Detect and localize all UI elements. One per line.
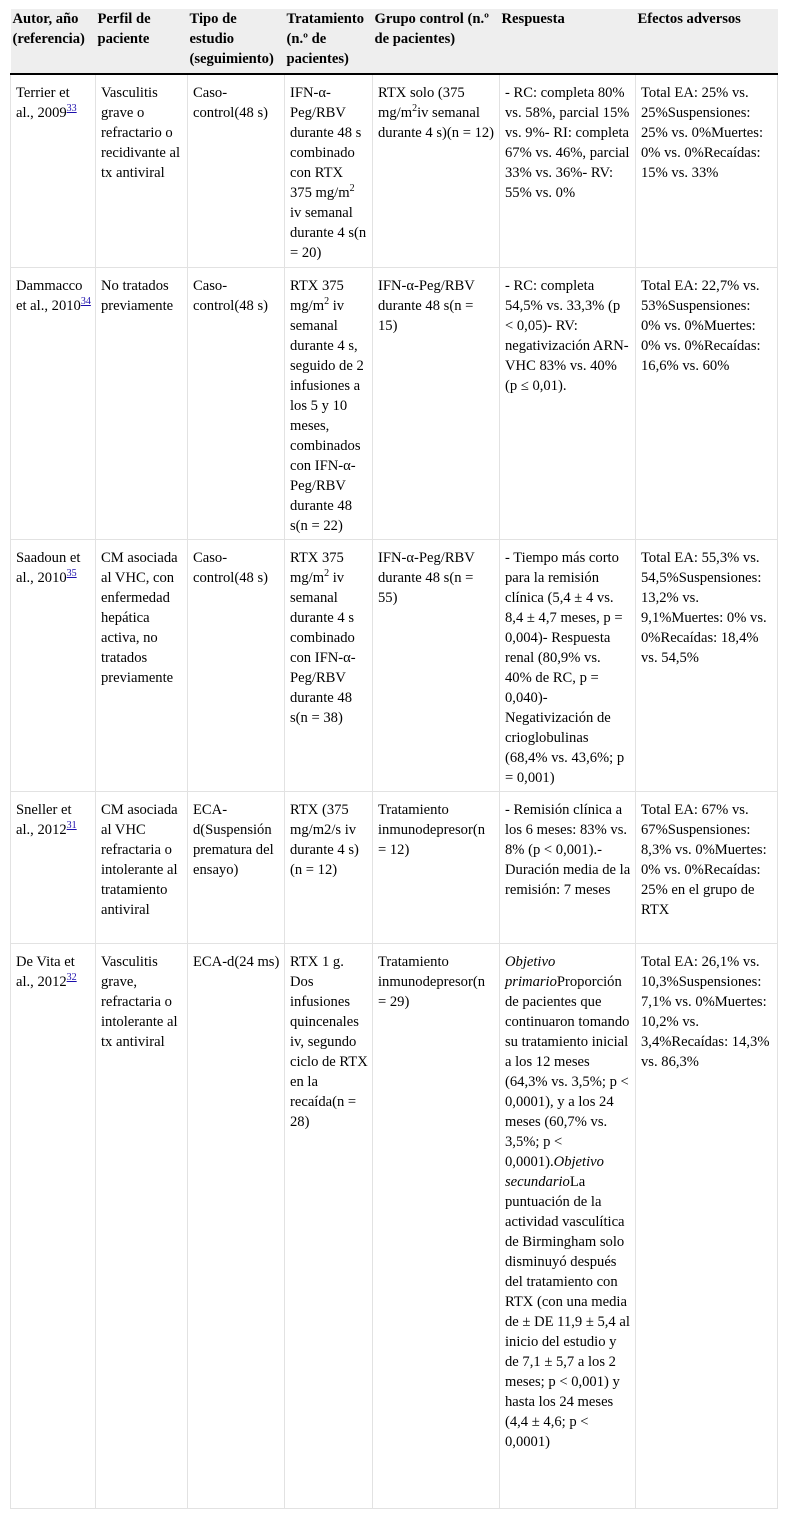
objective-secondary-label: Objetivo secundario xyxy=(505,1154,604,1190)
reference-link[interactable]: 33 xyxy=(66,103,77,115)
cell-author: Terrier et al., 2009$^{33}$ xyxy=(11,74,96,268)
cell-study-type: ECA-d(24 ms) xyxy=(188,944,285,1509)
cell-treatment: IFN-α-Peg/RBV durante 48 s combinado con RTX 375 $mg/m^2$ iv semanal durante 4 s(n = 20) xyxy=(285,74,373,268)
cell-study-type: Caso-control(48 s) xyxy=(188,268,285,540)
header-profile: Perfil de paciente xyxy=(96,9,188,74)
reference-link[interactable]: 31 xyxy=(66,820,77,832)
cell-study-type: Caso-control(48 s) xyxy=(188,540,285,792)
cell-author: Saadoun et al., 2010$^{35}$ xyxy=(11,540,96,792)
cell-adverse: Total EA: 22,7% vs. 53%Suspensiones: 0% vs. 0%Muertes: 0% vs. 0%Recaídas: 16,6% vs. 60% xyxy=(636,268,778,540)
cell-response: Objetivo primarioProporción de pacientes que continuaron tomando su tratamiento inicial a los 12 meses (64,3% vs. 3,5%; p < 0,0001), y a los 24 meses (60,7% vs. 3,5%; p < 0,0001).Objetivo secundarioLa puntuación de la actividad vasculítica de Birmingham solo disminuyó después del tratamiento con RTX (con una media de ± DE 11,9 ± 5,4 al inicio del estudio y de 7,1 ± 5,7 a los 2 meses; p < 0,001) y hasta los 24 meses (4,4 ± 4,6; p < 0,0001) xyxy=(500,944,636,1509)
cell-treatment: RTX 1 g. Dos infusiones quincenales iv, segundo ciclo de RTX en la recaída(n = 28) xyxy=(285,944,373,1509)
cell-adverse: Total EA: 26,1% vs. 10,3%Suspensiones: 7,1% vs. 0%Muertes: 10,2% vs. 3,4%Recaídas: 14,3% vs. 86,3% xyxy=(636,944,778,1509)
cell-author: Dammacco et al., 2010$^{34}$ xyxy=(11,268,96,540)
cell-profile: No tratados previamente xyxy=(96,268,188,540)
header-study-type: Tipo de estudio (seguimiento) xyxy=(188,9,285,74)
cell-response: - RC: completa 54,5% vs. 33,3% (p < 0,05)- RV: negativización ARN-VHC 83% vs. 40% (p ≤ 0,01). xyxy=(500,268,636,540)
header-control: Grupo control (n.º de pacientes) xyxy=(373,9,500,74)
objective-primary-label: Objetivo primario xyxy=(505,954,557,990)
cell-treatment: RTX 375 $mg/m^2$ iv semanal durante 4 s combinado con IFN-α-Peg/RBV durante 48 s(n = 38) xyxy=(285,540,373,792)
cell-control: Tratamiento inmunodepresor(n = 29) xyxy=(373,944,500,1509)
reference-link[interactable]: 34 xyxy=(80,296,91,308)
cell-control: IFN-α-Peg/RBV durante 48 s(n = 55) xyxy=(373,540,500,792)
table-row xyxy=(11,74,778,268)
cell-treatment: RTX 375 $mg/m^2$ iv semanal durante 4 s, seguido de 2 infusiones a los 5 y 10 meses, combinados con IFN-α-Peg/RBV durante 48 s(n = 22) xyxy=(285,268,373,540)
cell-control: IFN-α-Peg/RBV durante 48 s(n = 15) xyxy=(373,268,500,540)
table-row xyxy=(11,268,778,540)
cell-adverse: Total EA: 67% vs. 67%Suspensiones: 8,3% vs. 0%Muertes: 0% vs. 0%Recaídas: 25% en el grupo de RTX xyxy=(636,792,778,944)
cell-response: - Remisión clínica a los 6 meses: 83% vs. 8% (p < 0,001).- Duración media de la remisión: 7 meses xyxy=(500,792,636,944)
reference-link[interactable]: 35 xyxy=(66,568,77,580)
header-response: Respuesta xyxy=(500,9,636,74)
cell-author: De Vita et al., 2012$^{32}$ xyxy=(11,944,96,1509)
cell-profile: CM asociada al VHC, con enfermedad hepática activa, no tratados previamente xyxy=(96,540,188,792)
cell-control: RTX solo (375 $mg/m^2iv$ semanal durante 4 s)(n = 12) xyxy=(373,74,500,268)
cell-study-type: ECA-d(Suspensión prematura del ensayo) xyxy=(188,792,285,944)
table-row xyxy=(11,944,778,1509)
studies-table xyxy=(10,9,778,1509)
header-adverse: Efectos adversos xyxy=(636,9,778,74)
cell-profile: Vasculitis grave o refractario o recidivante al tx antiviral xyxy=(96,74,188,268)
cell-response: - Tiempo más corto para la remisión clínica (5,4 ± 4 vs. 8,4 ± 4,7 meses, p = 0,004)- Respuesta renal (80,9% vs. 40% de RC, p = 0,040)- Negativización de crioglobulinas (68,4% vs. 43,6%; p = 0,001) xyxy=(500,540,636,792)
table-row xyxy=(11,792,778,944)
header-author: Autor, año (referencia) xyxy=(11,9,96,74)
table-row xyxy=(11,540,778,792)
cell-adverse: Total EA: 25% vs. 25%Suspensiones: 25% vs. 0%Muertes: 0% vs. 0%Recaídas: 15% vs. 33% xyxy=(636,74,778,268)
cell-treatment: RTX (375 mg/m2/s iv durante 4 s)(n = 12) xyxy=(285,792,373,944)
cell-response: - RC: completa 80% vs. 58%, parcial 15% vs. 9%- RI: completa 67% vs. 46%, parcial 33% vs. 36%- RV: 55% vs. 0% xyxy=(500,74,636,268)
cell-study-type: Caso-control(48 s) xyxy=(188,74,285,268)
cell-profile: CM asociada al VHC refractaria o intolerante al tratamiento antiviral xyxy=(96,792,188,944)
cell-profile: Vasculitis grave, refractaria o intolerante al tx antiviral xyxy=(96,944,188,1509)
cell-control: Tratamiento inmunodepresor(n = 12) xyxy=(373,792,500,944)
header-row xyxy=(11,9,778,74)
header-treatment: Tratamiento (n.º de pacientes) xyxy=(285,9,373,74)
cell-adverse: Total EA: 55,3% vs. 54,5%Suspensiones: 13,2% vs. 9,1%Muertes: 0% vs. 0%Recaídas: 18,4% vs. 54,5% xyxy=(636,540,778,792)
reference-link[interactable]: 32 xyxy=(66,972,77,984)
cell-author: Sneller et al., 2012$^{31}$ xyxy=(11,792,96,944)
